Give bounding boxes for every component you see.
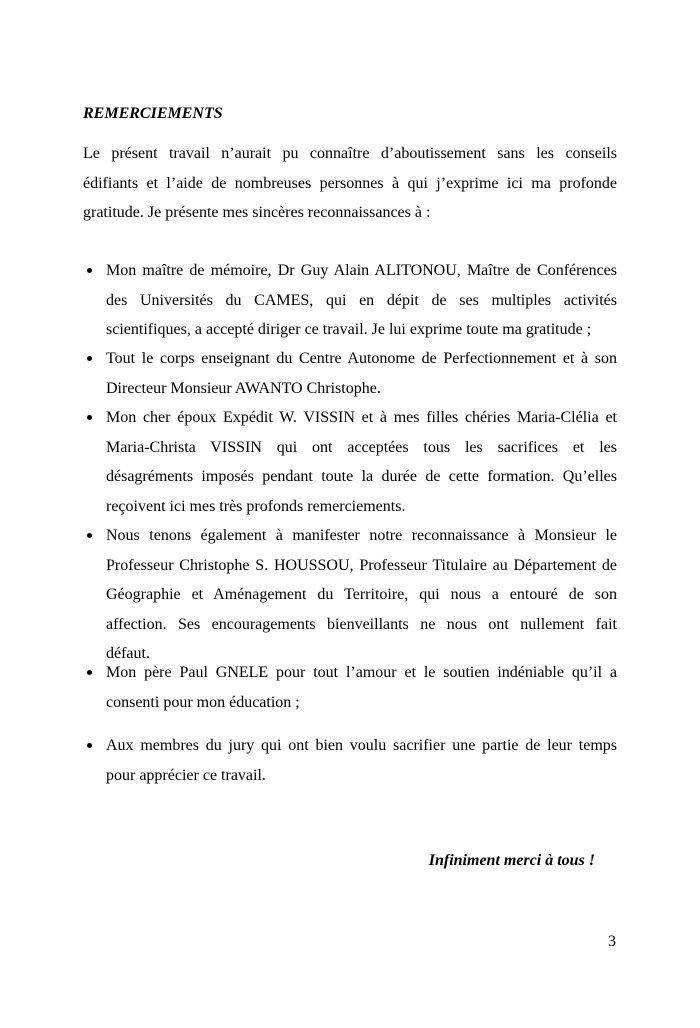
bullet-icon bbox=[87, 743, 92, 748]
closing-text: Infiniment merci à tous ! bbox=[428, 852, 595, 869]
text-line: Mon maître de mémoire, Dr Guy Alain ALITONOU, Maître de Conférences bbox=[106, 262, 617, 279]
bullet-icon bbox=[87, 415, 92, 420]
bullet-icon bbox=[87, 670, 92, 675]
text-line: Professeur Christophe S. HOUSSOU, Professeur Titulaire au Département de bbox=[106, 556, 617, 574]
list-item bbox=[106, 658, 617, 717]
text-line: pour apprécier ce travail. bbox=[106, 766, 266, 784]
text-line: Géographie et Aménagement du Territoire, qui nous a entouré de son bbox=[106, 586, 617, 603]
text-line: des Universités du CAMES, qui en dépit de ses multiples activités bbox=[106, 291, 617, 309]
bullet-icon bbox=[87, 356, 92, 361]
list-item bbox=[106, 731, 617, 790]
text-line: édifiants et l’aide de nombreuses personnes à qui j’exprime ici ma profonde bbox=[83, 174, 617, 192]
page-number: 3 bbox=[608, 933, 616, 950]
bullet-icon bbox=[87, 268, 92, 273]
text-line: Tout le corps enseignant du Centre Autonome de Perfectionnement et à son bbox=[106, 350, 617, 367]
text-line: Le présent travail n’aurait pu connaître d’aboutissement sans les conseils bbox=[83, 145, 617, 162]
text-line: scientifiques, a accepté diriger ce travail. Je lui exprime toute ma gratitude ; bbox=[106, 321, 592, 338]
text-line: Aux membres du jury qui ont bien voulu sacrifier une partie de leur temps bbox=[106, 737, 617, 754]
text-line: gratitude. Je présente mes sincères reconnaissances à : bbox=[83, 204, 431, 221]
text-line: Mon père Paul GNELE pour tout l’amour et le soutien indéniable qu’il a bbox=[106, 664, 617, 681]
text-line: Maria-Christa VISSIN qui ont acceptées tous les sacrifices et les bbox=[106, 438, 617, 456]
text-line: défaut. bbox=[106, 645, 150, 662]
text-line: consenti pour mon éducation ; bbox=[106, 693, 300, 711]
list-item bbox=[106, 344, 617, 403]
text-line: Mon cher époux Expédit W. VISSIN et à mes filles chéries Maria-Clélia et bbox=[106, 409, 617, 426]
text-line: affection. Ses encouragements bienveillants ne nous ont nullement fait bbox=[106, 615, 617, 633]
text-line: Directeur Monsieur AWANTO Christophe. bbox=[106, 379, 381, 397]
text-line: désagréments imposés pendant toute la durée de cette formation. Qu’elles bbox=[106, 468, 617, 485]
bullet-icon bbox=[87, 533, 92, 538]
text-line: Nous tenons également à manifester notre reconnaissance à Monsieur le bbox=[106, 527, 617, 544]
text-line: reçoivent ici mes très profonds remerciements. bbox=[106, 497, 406, 515]
section-title: REMERCIEMENTS bbox=[83, 105, 223, 122]
list-item bbox=[106, 256, 617, 345]
list-item bbox=[106, 403, 617, 521]
list-item bbox=[106, 521, 617, 669]
intro-paragraph bbox=[83, 139, 617, 228]
